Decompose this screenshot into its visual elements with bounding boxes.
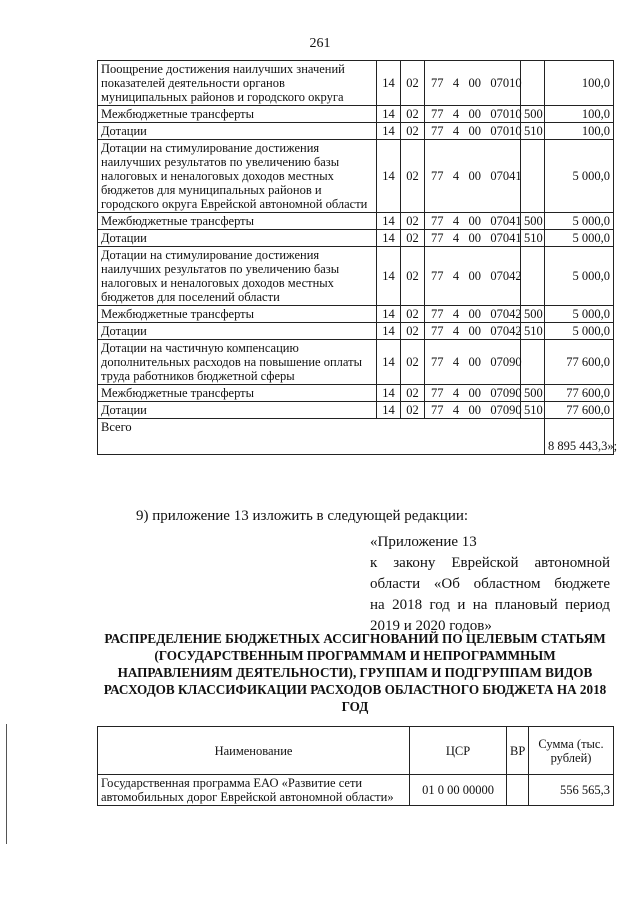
table-row [98, 775, 614, 806]
row-sum: 5 000,0 [545, 230, 614, 247]
row-pr: 02 [401, 123, 425, 140]
row-rz: 14 [377, 323, 401, 340]
page-number: 261 [309, 36, 331, 51]
header-sum: Сумма (тыс. рублей) [529, 727, 614, 775]
row-vr [521, 247, 545, 306]
row-sum: 100,0 [545, 123, 614, 140]
row-rz: 14 [377, 106, 401, 123]
row-sum: 5 000,0 [545, 323, 614, 340]
table-row [98, 340, 614, 385]
annex-line-5: 2019 и 2020 годов» [370, 618, 492, 634]
row-vr: 510 [521, 402, 545, 419]
item-9-instruction: 9) приложение 13 изложить в следующей редакции: [136, 508, 469, 524]
table-row [98, 402, 614, 419]
table-row [98, 61, 614, 106]
row-csr: 77 4 00 07010 [425, 123, 521, 140]
row-pr: 02 [401, 385, 425, 402]
row-sum: 100,0 [545, 106, 614, 123]
row-rz: 14 [377, 402, 401, 419]
table-row [98, 385, 614, 402]
annex-line-2: к закону Еврейской автономной [370, 555, 610, 571]
row-sum: 77 600,0 [545, 340, 614, 385]
row-csr: 77 4 00 07090 [425, 385, 521, 402]
row-vr: 500 [521, 306, 545, 323]
row-rz: 14 [377, 247, 401, 306]
row-vr [521, 140, 545, 213]
table-row [98, 140, 614, 213]
header-vr: ВР [507, 727, 529, 775]
row-rz: 14 [377, 306, 401, 323]
row-vr: 510 [521, 123, 545, 140]
row-name: Поощрение достижения наилучших значений показателей деятельности органов муниципальных районов и городского округа [98, 61, 377, 106]
row-csr: 77 4 00 07010 [425, 61, 521, 106]
row-rz: 14 [377, 340, 401, 385]
row-sum: 100,0 [545, 61, 614, 106]
total-sum: 8 895 443,3»; [545, 419, 614, 455]
row-pr: 02 [401, 213, 425, 230]
annex-line-1: «Приложение 13 [370, 534, 477, 550]
table-row [98, 230, 614, 247]
section-heading: РАСПРЕДЕЛЕНИЕ БЮДЖЕТНЫХ АССИГНОВАНИЙ ПО ЦЕЛЕВЫМ СТАТЬЯМ (ГОСУДАРСТВЕННЫМ ПРОГРАММАМ И НЕПРОГРАММНЫМ НАПРАВЛЕНИЯМ ДЕЯТЕЛЬНОСТИ), ГРУППАМ И ПОДГРУППАМ ВИДОВ РАСХОДОВ КЛАССИФИКАЦИИ РАСХОДОВ ОБЛАСТНОГО БЮДЖЕТА НА 2018 ГОД [103, 631, 607, 714]
row-csr: 77 4 00 07090 [425, 340, 521, 385]
row-name: Межбюджетные трансферты [98, 213, 377, 230]
table-row [98, 247, 614, 306]
row-name: Дотации [98, 402, 377, 419]
row-name: Дотации [98, 323, 377, 340]
row-csr: 77 4 00 07042 [425, 306, 521, 323]
row-csr: 77 4 00 07090 [425, 402, 521, 419]
row-pr: 02 [401, 340, 425, 385]
total-row [98, 419, 614, 455]
header-csr: ЦСР [410, 727, 507, 775]
row-vr [507, 775, 529, 806]
row-pr: 02 [401, 306, 425, 323]
row-vr: 510 [521, 230, 545, 247]
row-sum: 77 600,0 [545, 402, 614, 419]
row-csr: 77 4 00 07041 [425, 140, 521, 213]
annex-reference [370, 532, 610, 637]
table-row [98, 323, 614, 340]
row-sum: 5 000,0 [545, 213, 614, 230]
row-sum: 5 000,0 [545, 247, 614, 306]
budget-table-continued [97, 60, 618, 455]
row-pr: 02 [401, 402, 425, 419]
row-csr: 77 4 00 07010 [425, 106, 521, 123]
row-pr: 02 [401, 323, 425, 340]
row-sum: 5 000,0 [545, 306, 614, 323]
table-row [98, 123, 614, 140]
annex-line-3: области «Об областном бюджете [370, 576, 610, 592]
row-rz: 14 [377, 213, 401, 230]
row-csr: 77 4 00 07041 [425, 213, 521, 230]
row-vr: 500 [521, 213, 545, 230]
row-name: Межбюджетные трансферты [98, 306, 377, 323]
row-csr: 77 4 00 07042 [425, 323, 521, 340]
row-sum: 77 600,0 [545, 385, 614, 402]
row-rz: 14 [377, 123, 401, 140]
row-csr: 77 4 00 07042 [425, 247, 521, 306]
row-name: Дотации [98, 123, 377, 140]
row-sum: 556 565,3 [529, 775, 614, 806]
row-csr: 77 4 00 07041 [425, 230, 521, 247]
row-vr: 510 [521, 323, 545, 340]
allocation-table [97, 726, 614, 806]
total-label: Всего [98, 419, 545, 455]
table-row [98, 306, 614, 323]
row-vr [521, 61, 545, 106]
row-pr: 02 [401, 230, 425, 247]
row-vr: 500 [521, 106, 545, 123]
row-name: Дотации на частичную компенсацию дополнительных расходов на повышение оплаты труда работников бюджетной сферы [98, 340, 377, 385]
row-name: Межбюджетные трансферты [98, 385, 377, 402]
row-name: Дотации на стимулирование достижения наилучших результатов по увеличению базы налоговых и неналоговых доходов местных бюджетов для муниципальных районов и городского округа Еврейской автономной области [98, 140, 377, 213]
row-name: Межбюджетные трансферты [98, 106, 377, 123]
table-header-row [98, 727, 614, 775]
table-row [98, 106, 614, 123]
annex-line-4: на 2018 год и на плановый период [370, 597, 610, 613]
row-csr: 01 0 00 00000 [410, 775, 507, 806]
row-rz: 14 [377, 230, 401, 247]
row-rz: 14 [377, 385, 401, 402]
header-name: Наименование [98, 727, 410, 775]
row-pr: 02 [401, 61, 425, 106]
row-pr: 02 [401, 247, 425, 306]
row-rz: 14 [377, 140, 401, 213]
row-name: Дотации [98, 230, 377, 247]
table-row [98, 213, 614, 230]
row-pr: 02 [401, 140, 425, 213]
row-name: Государственная программа ЕАО «Развитие сети автомобильных дорог Еврейской автономной области» [98, 775, 410, 806]
row-rz: 14 [377, 61, 401, 106]
row-vr [521, 340, 545, 385]
row-sum: 5 000,0 [545, 140, 614, 213]
row-pr: 02 [401, 106, 425, 123]
row-name: Дотации на стимулирование достижения наилучших результатов по увеличению базы налоговых и неналоговых доходов местных бюджетов для поселений области [98, 247, 377, 306]
scan-margin-line [6, 724, 7, 844]
row-vr: 500 [521, 385, 545, 402]
